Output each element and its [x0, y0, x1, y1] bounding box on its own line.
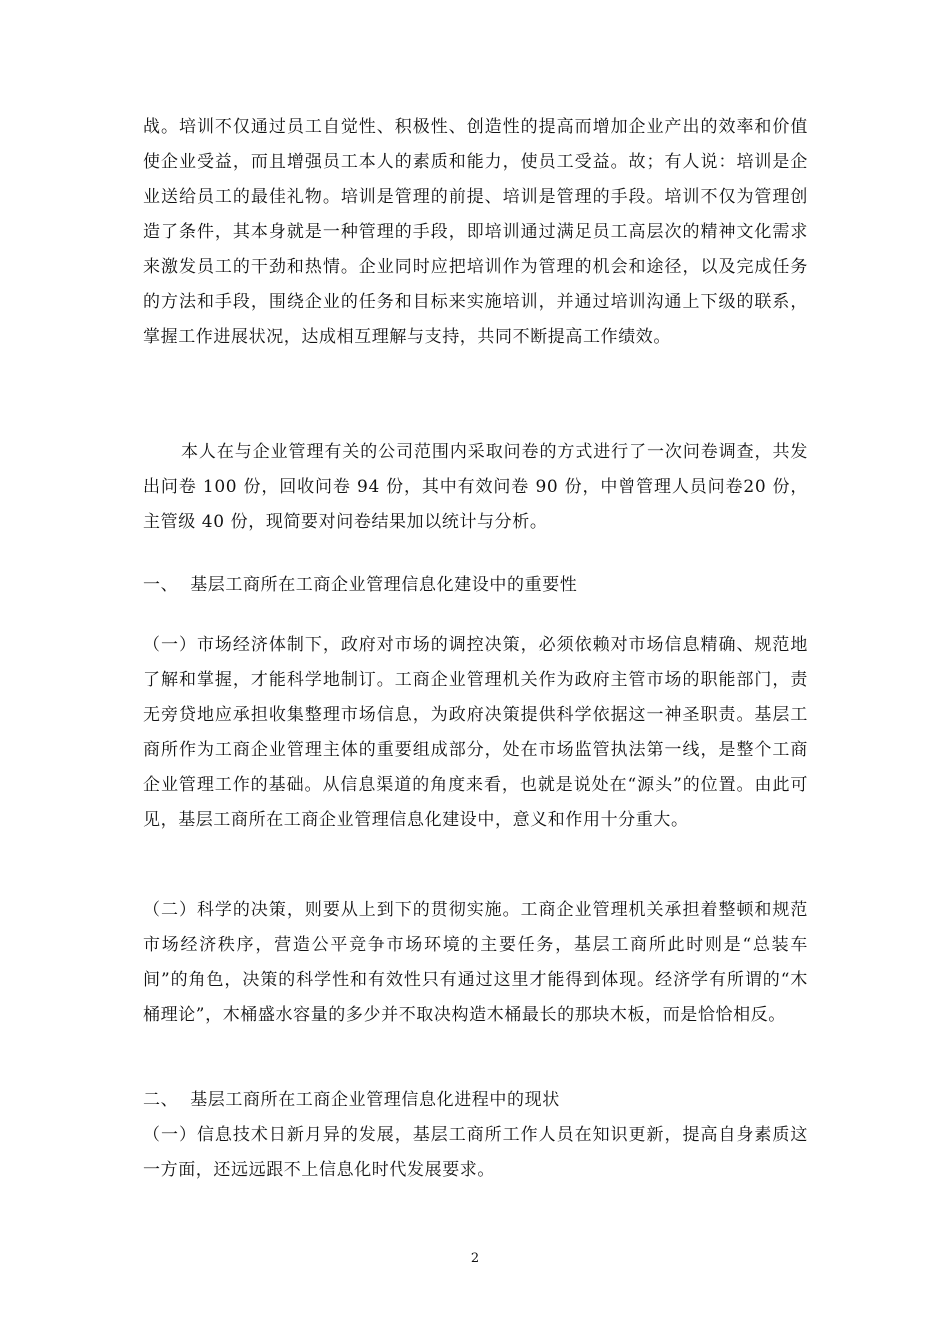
section-heading-status: 二、 基层工商所在工商企业管理信息化进程中的现状 — [143, 1090, 560, 1110]
page-number: 2 — [470, 1251, 480, 1266]
paragraph-survey-intro: 本人在与企业管理有关的公司范围内采取问卷的方式进行了一次问卷调查，共发出问卷 100 份，回收问卷 94 份，其中有效问卷 90 份，中曾管理人员问卷20 份，主管级 40 份，现简要对问卷结果加以统计与分析。 — [143, 442, 808, 532]
paragraph-training-benefits: 战。培训不仅通过员工自觉性、积极性、创造性的提高而增加企业产出的效率和价值使企业受益，而且增强员工本人的素质和能力，使员工受益。故；有人说：培训是企业送给员工的最佳礼物。培训是管理的前提、培训是管理的手段。培训不仅为管理创造了条件，其本身就是一种管理的手段，即培训通过满足员工高层次的精神文化需求来激发员工的干劲和热情。企业同时应把培训作为管理的机会和途径，以及完成任务的方法和手段，围绕企业的任务和目标来实施培训，并通过培训沟通上下级的联系，掌握工作进展状况，达成相互理解与支持，共同不断提高工作绩效。 — [143, 117, 808, 347]
paragraph-importance-2: （二）科学的决策，则要从上到下的贯彻实施。工商企业管理机关承担着整顿和规范市场经济秩序，营造公平竞争市场环境的主要任务，基层工商所此时则是“总装车间”的角色，决策的科学性和有效性只有通过这里才能得到体现。经济学有所谓的“木桶理论”，木桶盛水容量的多少并不取决构造木桶最长的那块木板，而是恰恰相反。 — [143, 900, 808, 1025]
paragraph-status-1: （一）信息技术日新月异的发展，基层工商所工作人员在知识更新，提高自身素质这一方面，还远远跟不上信息化时代发展要求。 — [143, 1125, 808, 1180]
paragraph-importance-1: （一）市场经济体制下，政府对市场的调控决策，必须依赖对市场信息精确、规范地了解和掌握，才能科学地制订。工商企业管理机关作为政府主管市场的职能部门，责无旁贷地应承担收集整理市场信息，为政府决策提供科学依据这一神圣职责。基层工商所作为工商企业管理主体的重要组成部分，处在市场监管执法第一线，是整个工商企业管理工作的基础。从信息渠道的角度来看，也就是说处在“源头”的位置。由此可见，基层工商所在工商企业管理信息化建设中，意义和作用十分重大。 — [143, 635, 808, 830]
section-heading-importance: 一、 基层工商所在工商企业管理信息化建设中的重要性 — [143, 575, 578, 595]
